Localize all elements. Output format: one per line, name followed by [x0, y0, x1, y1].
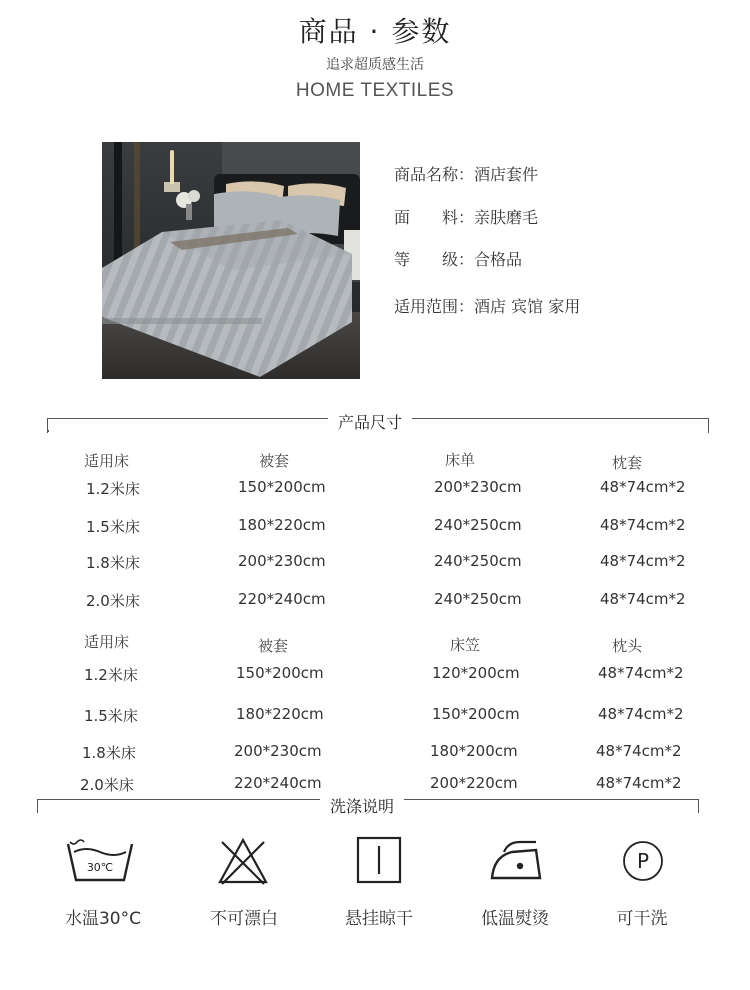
- page-title: 商品 · 参数: [298, 15, 452, 48]
- param-label: 等 级：: [394, 250, 475, 269]
- care-label-low-iron: 低温熨烫: [481, 909, 549, 929]
- table-cell: 200*230cm: [434, 478, 522, 496]
- table-cell: 1.2米床: [84, 666, 138, 684]
- hang-dry-icon: [356, 836, 402, 888]
- product-photo: [102, 142, 360, 379]
- table-cell: 180*220cm: [238, 516, 326, 534]
- care-label-no-bleach: 不可漂白: [210, 909, 278, 929]
- page-subtitle: 追求超质感生活: [326, 57, 424, 73]
- param-label: 适用范围：: [394, 297, 475, 316]
- table-cell: 200*220cm: [430, 774, 518, 792]
- table-cell: 240*250cm: [434, 516, 522, 534]
- table-cell: 200*230cm: [234, 742, 322, 760]
- table-cell: 48*74cm*2: [596, 742, 682, 760]
- table-cell: 1.8米床: [82, 744, 136, 762]
- table-cell: 2.0米床: [86, 592, 140, 610]
- table-cell: 150*200cm: [238, 478, 326, 496]
- english-subtitle: HOME TEXTILES: [295, 80, 455, 101]
- table1-header-bed: 适用床: [84, 452, 130, 470]
- table-cell: 180*220cm: [236, 705, 324, 723]
- param-fabric: [394, 205, 538, 228]
- divider-tick-left: [47, 430, 49, 432]
- table-cell: 1.8米床: [86, 554, 140, 572]
- table1-header-sheet: 床单: [445, 451, 476, 469]
- dry-clean-icon: [620, 838, 666, 888]
- param-value: 亲肤磨毛: [474, 208, 539, 227]
- table-cell: 48*74cm*2: [600, 552, 686, 570]
- care-label-hang-dry: 悬挂晾干: [345, 909, 413, 929]
- care-section-title-wrap: [320, 794, 404, 817]
- table-cell: 2.0米床: [80, 776, 134, 794]
- table2-header-pillow: 枕头: [612, 637, 643, 655]
- low-iron-icon: [490, 840, 542, 886]
- table-cell: 48*74cm*2: [596, 774, 682, 792]
- table-cell: 200*230cm: [238, 552, 326, 570]
- param-label: 商品名称：: [394, 165, 475, 184]
- param-scope: [394, 294, 580, 317]
- no-bleach-icon: [216, 836, 270, 892]
- table-cell: 1.5米床: [84, 707, 138, 725]
- table-cell: 48*74cm*2: [600, 516, 686, 534]
- table-cell: 48*74cm*2: [598, 664, 684, 682]
- param-value: 合格品: [474, 250, 523, 269]
- dry-clean-letter: P: [636, 849, 650, 873]
- table-cell: 150*200cm: [432, 705, 520, 723]
- table-cell: 48*74cm*2: [600, 478, 686, 496]
- wash-30-icon: [66, 838, 134, 888]
- table1-header-duvet: 被套: [259, 452, 290, 470]
- table-cell: 220*240cm: [234, 774, 322, 792]
- table2-header-duvet: 被套: [258, 637, 289, 655]
- wash-temp-text: 30℃: [86, 861, 114, 874]
- table-cell: 1.5米床: [86, 518, 140, 536]
- care-label-wash: 水温30°C: [64, 909, 141, 929]
- table1-header-pillowcase: 枕套: [612, 454, 643, 472]
- param-label: 面 料：: [394, 208, 475, 227]
- table-cell: 120*200cm: [432, 664, 520, 682]
- care-section-title: 洗涤说明: [330, 797, 395, 816]
- size-section-title: 产品尺寸: [338, 413, 403, 432]
- table-cell: 48*74cm*2: [598, 705, 684, 723]
- param-grade: [394, 247, 522, 270]
- param-name: [394, 162, 538, 185]
- param-value: 酒店套件: [474, 165, 539, 184]
- table-cell: 150*200cm: [236, 664, 324, 682]
- table-cell: 48*74cm*2: [600, 590, 686, 608]
- care-label-dry-clean: 可干洗: [616, 909, 668, 929]
- table-cell: 220*240cm: [238, 590, 326, 608]
- table-cell: 180*200cm: [430, 742, 518, 760]
- table2-header-bed: 适用床: [84, 633, 130, 651]
- table-cell: 1.2米床: [86, 480, 140, 498]
- table-cell: 240*250cm: [434, 590, 522, 608]
- table-cell: 240*250cm: [434, 552, 522, 570]
- table2-header-fitted-sheet: 床笠: [450, 636, 481, 654]
- param-value: 酒店 宾馆 家用: [474, 297, 581, 316]
- size-section-title-wrap: [328, 410, 412, 433]
